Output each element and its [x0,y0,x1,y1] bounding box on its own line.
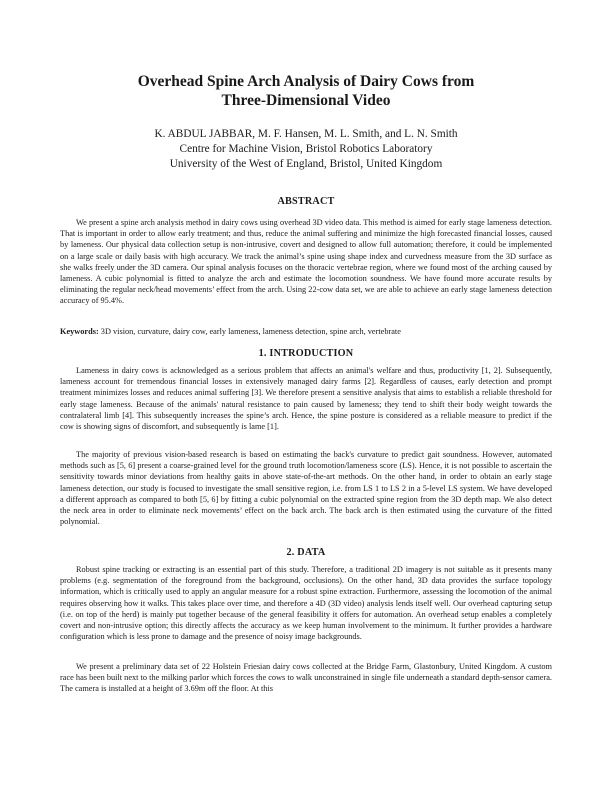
title-line-1: Overhead Spine Arch Analysis of Dairy Cows from [137,73,475,90]
keywords-text: 3D vision, curvature, dairy cow, early lameness, lameness detection, spine arch, vertebrate [98,327,401,336]
affiliation-university: University of the West of England, Bristol, United Kingdom [169,158,443,170]
author-block [60,127,552,172]
keywords-line [60,326,552,337]
author-list: K. ABDUL JABBAR, M. F. Hansen, M. L. Smith, and L. N. Smith [154,128,458,140]
introduction-paragraph-2: The majority of previous vision-based research is based on estimating the back's curvature to predict gait soundness. However, automated methods such as [5, 6] present a coarse-grained level for the ground truth locomotion/lameness score (LS). Hence, it is not possible to ascertain the sensitivity towards minor deviations from healthy gaits in above state-of-the-art methods. On the other hand, in order to obtain an early stage lameness detection, our study is focused to investigate the small sensitive region, i.e. from LS 1 to LS 2 in a 5-level LS system. We have developed a different approach as compared to both [5, 6] by fitting a cubic polynomial on the extracted spine region from the 3D depth map. We also detect the neck area in order to eliminate neck movements’ effect on the back arch. The back arch is then estimated using the curvature of the fitted polynomial. [60,450,552,527]
data-heading: 2. DATA [286,547,326,558]
introduction-paragraph-1: Lameness in dairy cows is acknowledged as a serious problem that affects an animal's welfare and thus, productivity [1, 2]. Subsequently, lameness account for tremendous financial losses in extensively managed dairy farms [2]. Regardless of causes, early detection and prompt treatment minimizes losses and reduces animal suffering [3]. We therefore present a sensitive analysis that aims to establish a reliable threshold for early stage lameness. Because of the animals' natural resistance to pain caused by lameness; they tend to shift their body weight towards the contralateral limb [4]. This subsequently increases the spine’s arch. Hence, the spine posture is considered as a reliable measure to predict if the cow is showing signs of discomfort, and subsequently is lame [1]. [60,366,552,432]
abstract-heading: ABSTRACT [277,196,335,207]
data-paragraph-1: Robust spine tracking or extracting is an essential part of this study. Therefore, a traditional 2D imagery is not suitable as it presents many problems (e.g. segmentation of the foreground from the background, occlusions). On the other hand, 3D data provides the surface topology information, which is critically used to apply an angular measure for a robust spine extraction. Furthermore, assessing the locomotion of the animal requires observing how it walks. This takes place over time, and therefore a 4D (3D video) analysis lends itself well. Our overhead capturing setup (i.e. on top of the herd) is mainly put together because of the general feasibility it offers for automation. An overhead setup enables a completely covert and non-intrusive option; this directly affects the accuracy as we keep human involvement to the minimum. It further provides a hardware configuration which is less prone to damage and the presence of noisy image backgrounds. [60,565,552,642]
introduction-heading: 1. INTRODUCTION [258,348,354,359]
paper-title [60,72,552,110]
abstract-text: We present a spine arch analysis method in dairy cows using overhead 3D video data. This method is aimed for early stage lameness detection. That is important in order to allow early treatment; and thus, reduce the animal suffering and minimize the high forecasted financial losses, caused by lameness. Our physical data collection setup is non-intrusive, covert and designed to allow full automation; therefore, it could be implemented on a large scale or daily basis with high accuracy. We track the animal’s spine using shape index and curvedness measure from the 3D surface as she walks freely under the 3D camera. Our spinal analysis focuses on the thoracic vertebrae region, where we found most of the arching caused by lameness. A cubic polynomial is fitted to analyze the arch and estimate the locomotion soundness. We have found more accurate results by eliminating the regular neck/head movements’ effect from the arch. Using 22-cow data set, we are able to achieve an early stage lameness detection accuracy of 95.4%. [60,218,552,306]
keywords-label: Keywords: [60,327,99,336]
title-line-2: Three-Dimensional Video [221,92,391,109]
data-paragraph-2: We present a preliminary data set of 22 Holstein Friesian dairy cows collected at the Bridge Farm, Glastonbury, United Kingdom. A custom race has been built next to the milking parlor which forces the cows to walk unconstrained in single file underneath a standard depth-sensor camera. The camera is installed at a height of 3.69m off the floor. At this [60,662,552,694]
affiliation-lab: Centre for Machine Vision, Bristol Robotics Laboratory [179,143,433,155]
